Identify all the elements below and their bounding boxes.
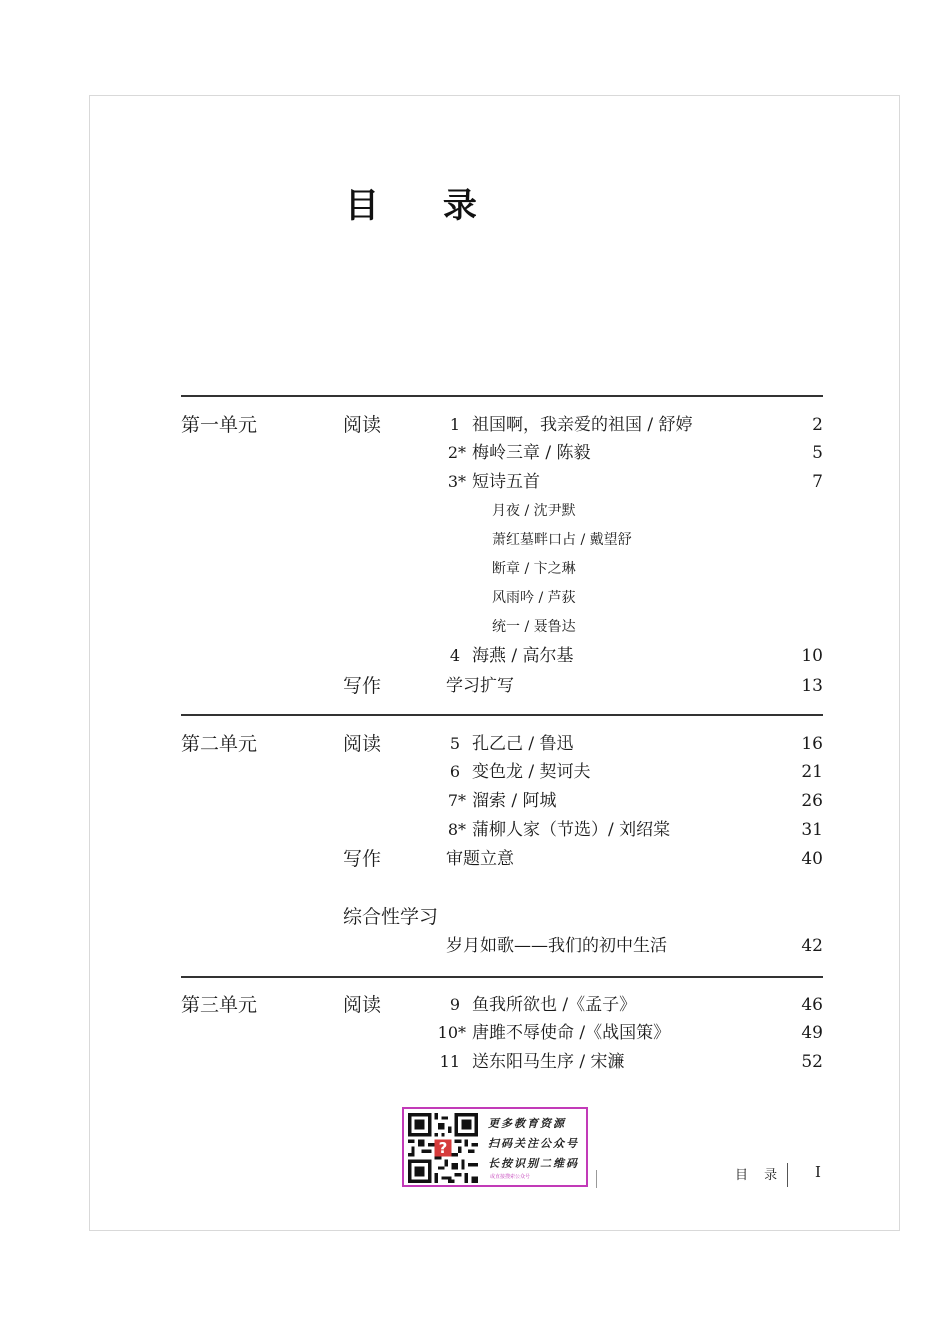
item-number: 2* [447, 443, 466, 462]
page-number: 40 [801, 849, 823, 869]
toc-entry[interactable]: 学习扩写 [446, 676, 514, 696]
toc-entry[interactable]: 审题立意 [446, 849, 514, 869]
page-number: 10 [801, 646, 823, 666]
item-number: 4 [449, 646, 460, 665]
unit-divider [181, 714, 823, 716]
toc-entry[interactable]: 短诗五首 [472, 472, 540, 492]
footer-page-number: I [815, 1163, 821, 1181]
toc-entry[interactable]: 祖国啊，我亲爱的祖国 / 舒婷 [472, 415, 693, 435]
item-number: 5 [449, 734, 460, 753]
unit-name: 第三单元 [181, 994, 258, 1016]
poem-entry[interactable]: 风雨吟 / 芦荻 [492, 590, 576, 606]
toc-entry[interactable]: 蒲柳人家（节选）/ 刘绍棠 [472, 820, 671, 840]
page-number: 16 [801, 734, 823, 754]
section-category: 阅读 [343, 733, 382, 755]
poem-entry[interactable]: 月夜 / 沈尹默 [492, 503, 576, 519]
svg-text:?: ? [438, 1139, 448, 1157]
page-title: 目 录 [345, 186, 503, 226]
toc-entry[interactable]: 溜索 / 阿城 [472, 791, 557, 811]
item-number: 11 [439, 1052, 460, 1071]
page-number: 5 [812, 443, 823, 463]
unit-divider [181, 395, 823, 397]
toc-entry[interactable]: 海燕 / 高尔基 [472, 646, 574, 666]
section-category: 综合性学习 [343, 906, 439, 928]
page-number: 31 [801, 820, 823, 840]
qr-advert[interactable] [402, 1107, 588, 1187]
qr-text-3: 长按识别二维码 [488, 1157, 579, 1170]
page-number: 21 [801, 762, 823, 782]
section-category: 写作 [343, 848, 382, 870]
item-number: 10* [437, 1023, 466, 1042]
item-number: 6 [449, 762, 460, 781]
footer-divider [787, 1163, 788, 1187]
toc-entry[interactable]: 梅岭三章 / 陈毅 [472, 443, 591, 463]
page-number: 26 [801, 791, 823, 811]
poem-entry[interactable]: 萧红墓畔口占 / 戴望舒 [492, 532, 632, 548]
page-number: 52 [801, 1052, 823, 1072]
footer-label: 目 录 [735, 1168, 784, 1183]
qr-text-small: 或直接搜索公众号 [490, 1174, 531, 1180]
section-category: 写作 [343, 675, 382, 697]
qr-text-2: 扫码关注公众号 [488, 1137, 579, 1150]
toc-entry[interactable]: 岁月如歌——我们的初中生活 [446, 936, 667, 956]
toc-entry[interactable]: 鱼我所欲也 /《孟子》 [472, 995, 637, 1015]
poem-entry[interactable]: 断章 / 卞之琳 [492, 561, 576, 577]
unit-divider [181, 976, 823, 978]
page-number: 46 [801, 995, 823, 1015]
toc-entry[interactable]: 变色龙 / 契诃夫 [472, 762, 591, 782]
unit-name: 第一单元 [181, 414, 258, 436]
item-number: 1 [449, 415, 460, 434]
unit-name: 第二单元 [181, 733, 258, 755]
page-number: 42 [801, 936, 823, 956]
item-number: 3* [447, 472, 466, 491]
item-number: 9 [449, 995, 460, 1014]
page-number: 49 [801, 1023, 823, 1043]
page-number: 7 [812, 472, 823, 492]
toc-entry[interactable]: 唐雎不辱使命 /《战国策》 [472, 1023, 671, 1043]
qr-text-1: 更多教育资源 [488, 1117, 566, 1130]
page-number: 13 [801, 676, 823, 696]
item-number: 7* [447, 791, 466, 810]
section-category: 阅读 [343, 414, 382, 436]
divider [596, 1170, 597, 1188]
item-number: 8* [447, 820, 466, 839]
page-number: 2 [812, 415, 823, 435]
qr-code-icon[interactable] [408, 1113, 478, 1183]
poem-entry[interactable]: 统一 / 聂鲁达 [492, 619, 576, 635]
toc-entry[interactable]: 送东阳马生序 / 宋濂 [472, 1052, 625, 1072]
section-category: 阅读 [343, 994, 382, 1016]
toc-entry[interactable]: 孔乙己 / 鲁迅 [472, 734, 574, 754]
